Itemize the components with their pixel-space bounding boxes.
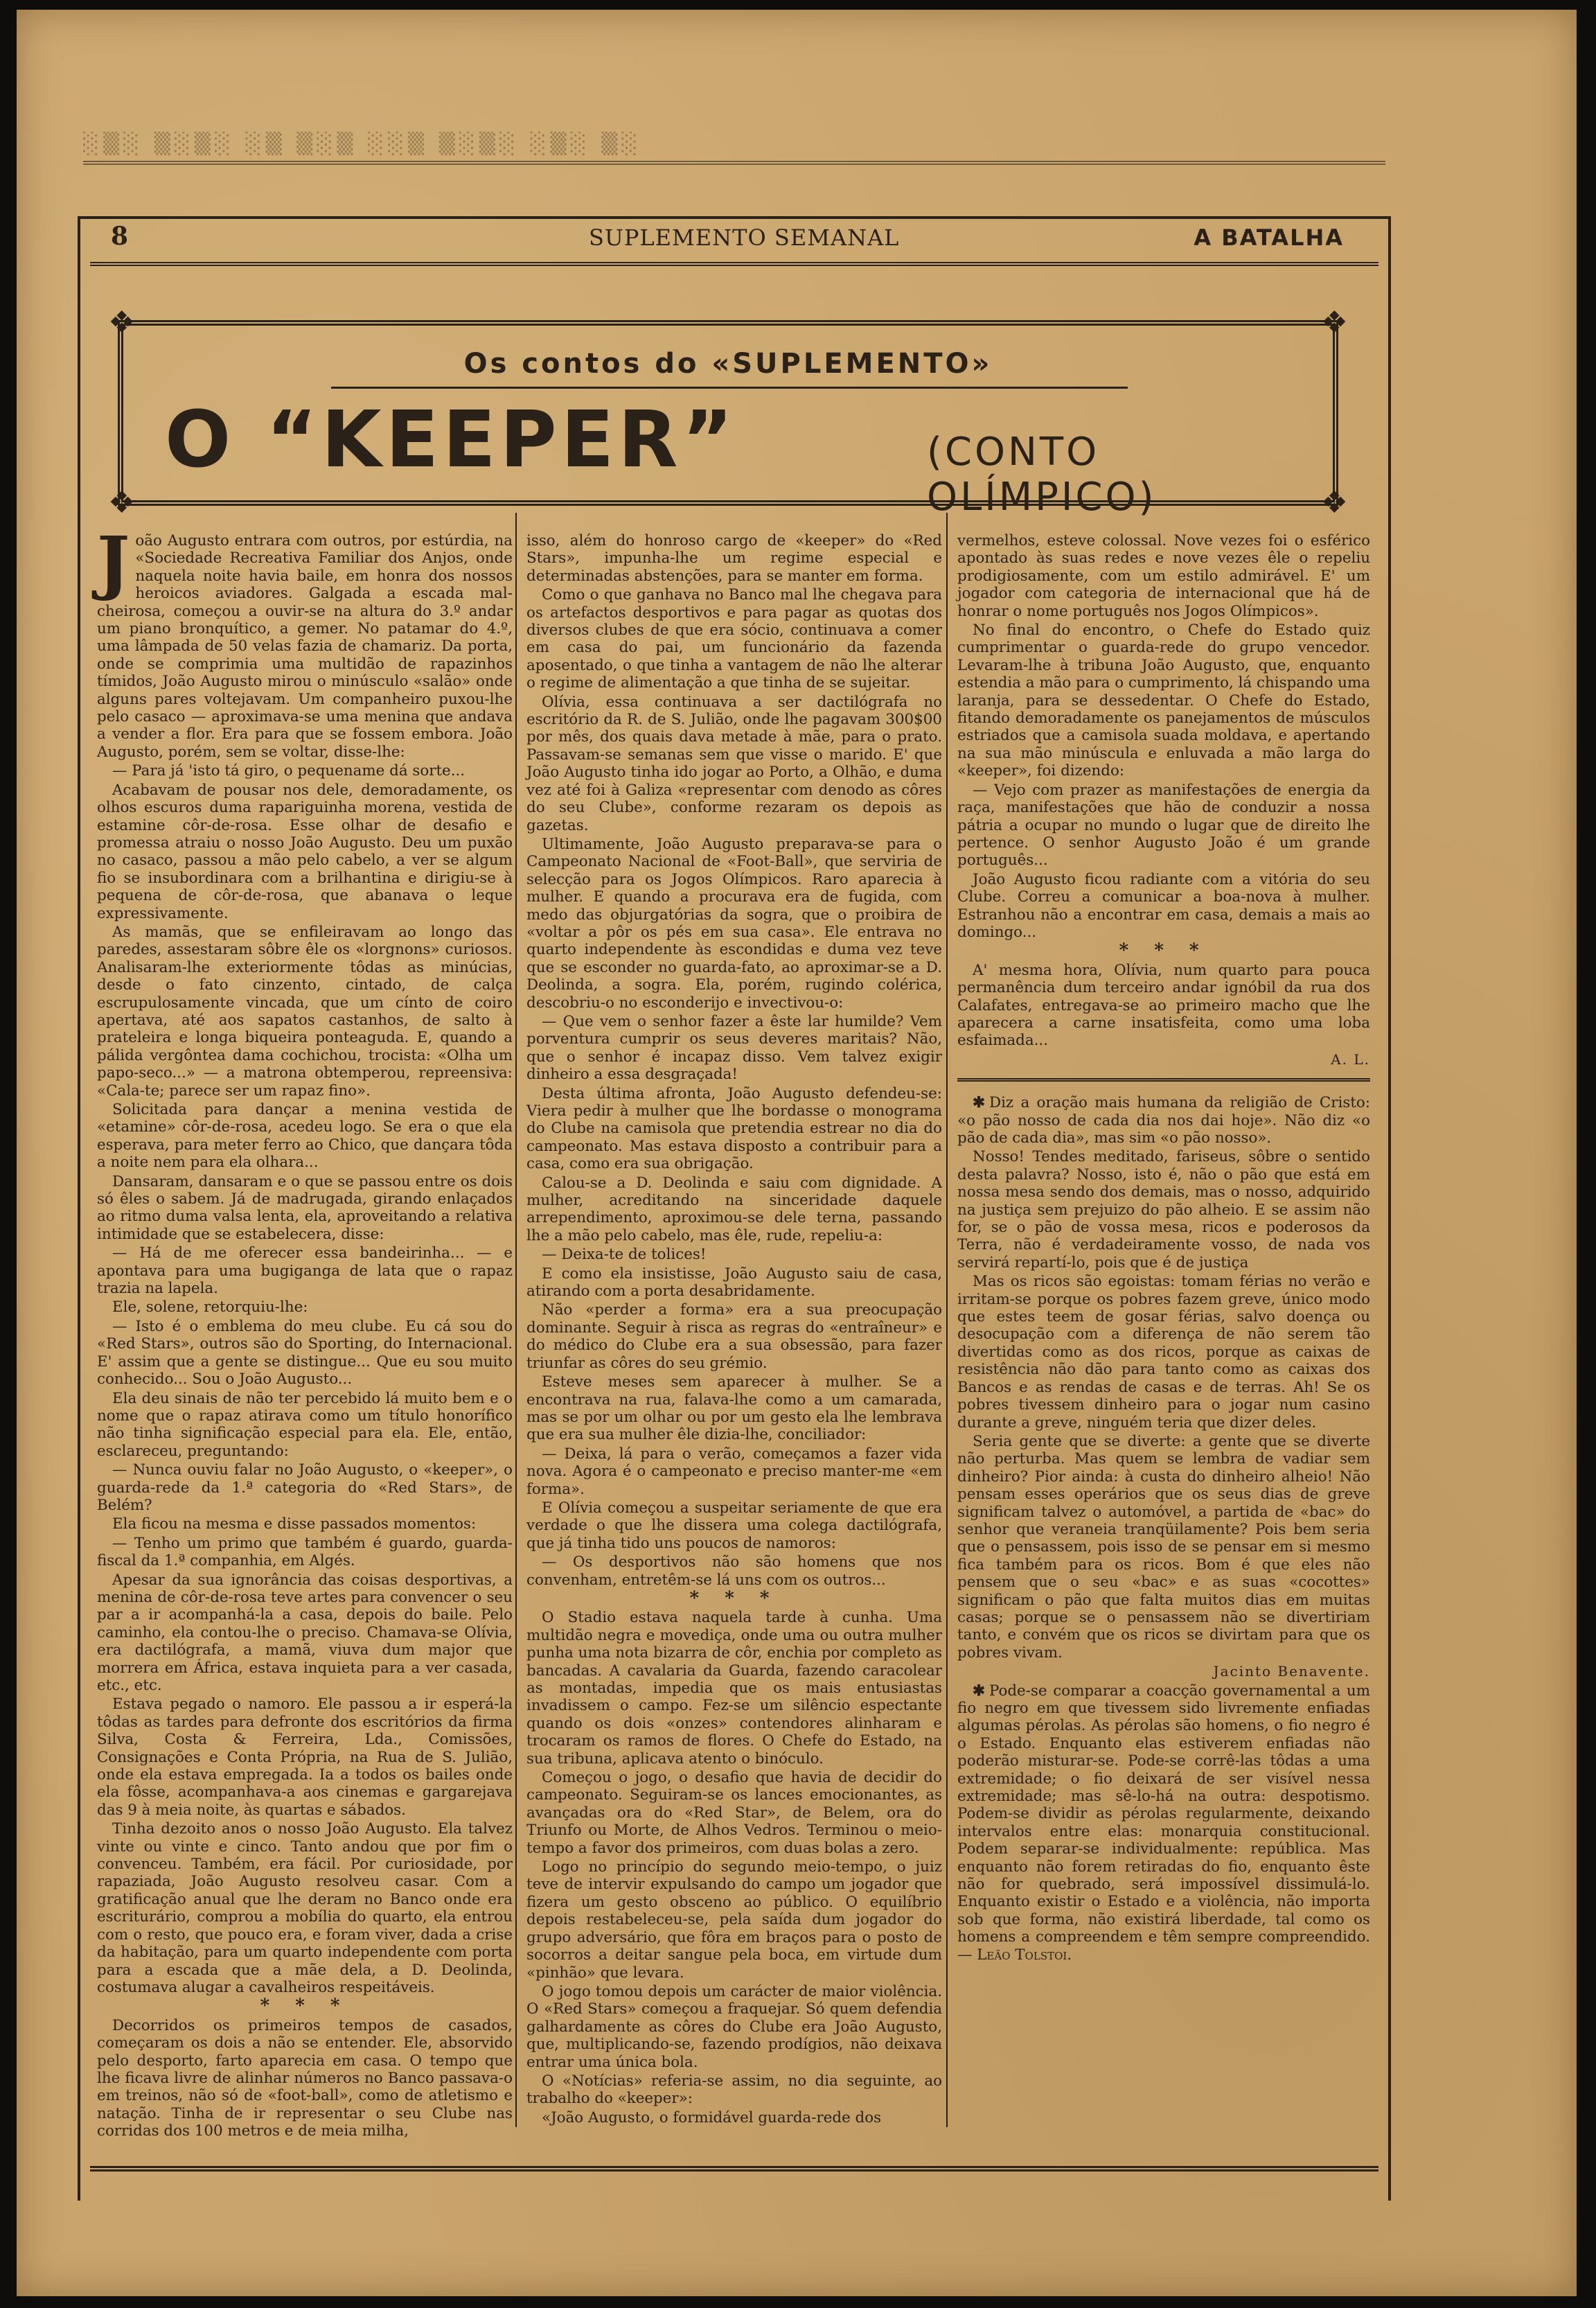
paragraph: — Há de me oferecer essa bandeirinha... — e apontava para uma bugiganga de lata que o rapaz trazia na lapela.	[97, 1244, 513, 1298]
column-3	[957, 532, 1370, 1965]
author-signature: A. L.	[1331, 1050, 1370, 1068]
paragraph: Tinha dezoito anos o nosso João Augusto. Ela talvez vinte ou vinte e cinco. Tanto andou que por fim o convenceu. Também, era fácil. Por curiosidade, por rapaziada, João Augusto resolveu casar. Com a gratificação anual que lhe deram no Banco onde era escriturário, comprou a mobília do quarto, ela entrou com o resto, que pouco era, e foram viver, dada a crise da habitação, para um quarto independente com porta para a escada que a mãe dela, a D. Deolinda, costumava alugar a cavalheiros respeitáveis.	[97, 1820, 513, 1996]
paragraph: Ela ficou na mesma e disse passados momentos:	[112, 1515, 477, 1533]
paragraph: O Stadio estava naquela tarde à cunha. Uma multidão negra e movediça, onde uma ou outra mulher punha uma nota bizarra de côr, enchia por completo as bancadas. A cavalaria da Guarda, fazendo caracolear as montadas, impedia que os mais entusiastas invadissem o campo. Fez-se um silêncio espectante quando os dois «onzes» contendores alinharam e trocaram os ramos de flores. O Chefe do Estado, na sua tribuna, aplicava atento o binóculo.	[526, 1609, 942, 1768]
paragraph: isso, além do honroso cargo de «keeper» do «Red Stars», impunha-lhe um regime especial e determinadas abstenções, para se manter em forma.	[526, 532, 942, 585]
newspaper-name: A BATALHA	[1194, 224, 1344, 251]
paragraph: Mas os ricos são egoistas: tomam férias no verão e irritam-se porque os pobres fazem greve, único modo que estes teem de gosar férias, salvo doença ou desocupação com a diferença de não serem tão divertidas como as dos ricos, porque as caixas de resistência não dão para tanto como as caixas dos Bancos e as rendas de casas e de terras. Ah! Se os pobres tivessem dinheiro para o jogar num casino durante a greve, ninguém teria que dizer deles.	[957, 1273, 1370, 1432]
paragraph: — Isto é o emblema do meu clube. Eu cá sou do «Red Stars», outros são do Sporting, do Internacional. E' assim que a gente se distingue... Que eu sou muito conhecido... Sou o João Augusto...	[97, 1317, 513, 1389]
paragraph: — Deixa, lá para o verão, começamos a fazer vida nova. Agora é o campeonato e preciso manter-me «em forma».	[526, 1445, 942, 1498]
paragraph: Ultimamente, João Augusto preparava-se para o Campeonato Nacional de «Foot-Ball», que serviria de selecção para os Jogos Olímpicos. Raro aparecia à mulher. E quando a procurava era de fugida, com medo das objurgatórias da sogra, que o proibira de «voltar a pôr os pés em sua casa». Ele entrava no quarto independente às escondidas e duma vez teve que se esconder no guarda-fato, ao aproximar-se a D. Deolinda, a sogra. Ela, porém, rugindo colérica, descobriu-o no esconderijo e invectivou-o:	[526, 835, 942, 1012]
column-rule	[515, 513, 517, 2127]
paragraph: Não «perder a forma» era a sua preocupação dominante. Seguir à risca as regras do «entraîneur» e do médico do Clube era a sua obsessão, para fazer triunfar as côres do seu grémio.	[526, 1301, 942, 1372]
corner-ornament-icon: ❖	[1320, 485, 1348, 520]
paragraph: Decorridos os primeiros tempos de casados, começaram os dois a não se entender. Ele, absorvido pelo desporto, farto aparecia em casa. O tempo que lhe ficava livre de alinhar números no Banco passava-o em treinos, não só de «foot-ball», como de atletismo e natação. Tinha de ir representar o seu Clube nas corridas dos 100 metros e de meia milha,	[97, 2016, 513, 2140]
paragraph: — Que vem o senhor fazer a êste lar humilde? Vem porventura cumprir os seus deveres maritais? Não, que o senhor é incapaz disso. Vem talvez exigir dinheiro a essa desgraçada!	[526, 1012, 942, 1084]
paragraph: Solicitada para dançar a menina vestida de «etamine» côr-de-rosa, acedeu logo. Se era o que ela esperava, para meter ferro ao Chico, que dançara tôda a noite nem para ela olhara...	[97, 1101, 513, 1172]
paragraph: Estava pegado o namoro. Ele passou a ir esperá-la tôdas as tardes para defronte dos escritórios da firma Silva, Costa & Ferreira, Lda., Comissões, Consignações e Conta Própria, na Rua de S. Julião, onde ela estava empregada. Ia a todos os bailes onde ela fôsse, acompanhava-a aos cinemas e gargarejava das 9 à meia noite, às quartas e sábados.	[97, 1695, 513, 1819]
author-signature: Jacinto Benavente.	[1213, 1663, 1370, 1680]
section-break: * * *	[260, 1996, 350, 2017]
paragraph: Esteve meses sem aparecer à mulher. Se a encontrava na rua, falava-lhe como a um camarada, mas se por um olhar ou por um gesto ela lhe lembrava que era sua mulher êle dizia-lhe, conciliador:	[526, 1373, 942, 1444]
paragraph: Acabavam de pousar nos dele, demoradamente, os olhos escuros duma rapariguinha morena, vestida de estamine côr-de-rosa. Esse olhar de desafio e promessa atraiu o nosso João Augusto. Deu um puxão no casaco, passou a mão pelo cabelo, a ver se algum fio se insubordinara com a brilhantina e dirigiu-se à pequena de côr-de-rosa, que abanava o leque expressivamente.	[97, 781, 513, 922]
paragraph: — Para já 'isto tá giro, o pequename dá sorte...	[112, 762, 466, 780]
paragraph: Começou o jogo, o desafio que havia de decidir do campeonato. Seguiram-se os lances emocionantes, as avançadas ora do «Red Star», de Belem, ora do Triunfo ou Morte, de Alhos Vedros. Terminou o meio-tempo a favor dos primeiros, com duas bolas a zero.	[526, 1769, 942, 1857]
section-break: * * *	[1119, 940, 1209, 962]
drop-cap: J	[97, 521, 130, 603]
paragraph: O jogo tomou depois um carácter de maior violência. O «Red Stars» começou a fraquejar. Só quem defendia galhardamente as côres do Clube era João Augusto, que, multiplicando-se, fazendo prodígios, não deixava entrar uma única bola.	[526, 1982, 942, 2071]
column-1	[97, 521, 513, 2142]
paragraph: — Tenho um primo que também é guardo, guarda-fiscal da 1.ª companhia, em Algés.	[97, 1534, 513, 1570]
page-number: 8	[111, 222, 129, 251]
paragraph: Apesar da sua ignorância das coisas desportivas, a menina de côr-de-rosa teve artes para convencer o seu par a ir acompanhá-la a casa, depois do baile. Pelo caminho, ela contou-lhe o preciso. Chamava-se Olívia, era dactilógrafa, a mamã, viuva dum major que morrera em África, estava inquieta para a ver casada, etc., etc.	[97, 1571, 513, 1694]
paragraph: «João Augusto, o formidável guarda-rede dos	[542, 2108, 882, 2126]
paragraph: Dansaram, dansaram e o que se passou entre os dois só êles o sabem. Já de madrugada, girando enlaçados ao ritmo duma valsa lenta, ela, aproveitando a relativa intimidade que se estabelecera, disse:	[97, 1172, 513, 1243]
column-rule	[946, 513, 948, 2127]
corner-ornament-icon: ❖	[108, 485, 136, 520]
paragraph: E Olívia começou a suspeitar seriamente de que era verdade o que lhe dissera uma colega dactilógrafa, que já tinha tido uns poucos de namoros:	[526, 1499, 942, 1552]
paragraph: — Vejo com prazer as manifestações de energia da raça, manifestações que hão de conduzir a nossa pátria a ocupar no mundo o lugar que de direito lhe pertence. O senhor Augusto João é um grande português...	[957, 781, 1370, 870]
author-signature: Leão Tolstoi.	[977, 1946, 1072, 1964]
article-divider	[957, 1078, 1370, 1082]
section-name: SUPLEMENTO SEMANAL	[589, 224, 900, 251]
paragraph: E como ela insistisse, João Augusto saiu de casa, atirando com a porta desabridamente.	[526, 1265, 942, 1301]
paragraph: Ela deu sinais de não ter percebido lá muito bem e o nome que o rapaz atirava como um título honorífico não tinha significação especial para ela. Ele, então, esclareceu, preguntando:	[97, 1389, 513, 1460]
asterisk-bullet-icon: ✱	[973, 1094, 985, 1112]
header-rule	[90, 262, 1378, 266]
paragraph: vermelhos, esteve colossal. Nove vezes foi o esférico apontado às suas redes e nove vezes êle o repeliu prodigiosamente, com um estilo admirável. E' um jogador com categoria de internacional que há de honrar o nome português nos Jogos Olímpicos».	[957, 532, 1370, 620]
paragraph: Seria gente que se diverte: a gente que se diverte não perturba. Mas quem se lembra de vadiar sem dinheiro? Pior ainda: à custa do dinheiro alheio! Não pensam esses operários que os seus dias de greve significam talvez o automóvel, a partida de «bac» do senhor que veraneia tranqüilamente? Pois bem seria que o pensassem, pois isso de se pensar em si mesmo fica também para os ricos. Bom é que eles não pensem que o seu «bac» e as suas «cocottes» significam o pão que falta muitos dias em muitas casas; porque se o pensassem não se divertiriam tanto, e convém que os ricos se divirtam para que os pobres vivam.	[957, 1432, 1370, 1662]
paragraph: As mamãs, que se enfileiravam ao longo das paredes, assestaram sôbre êle os «lorgnons» curiosos. Analisaram-lhe exteriormente tôdas as minúcias, desde o fato cinzento, cintado, de calça escrupulosamente vincada, que um cínto de coiro apertava, até aos sapatos castanhos, de salto à prateleira e longa biqueira ponteaguda. E, quando a pálida vergôntea dama cochichou, trocista: «Olha um papo-seco...» — a matrona obtemperou, repreensiva: «Cala-te; parece ser um rapaz fino».	[97, 923, 513, 1100]
paragraph: Como o que ganhava no Banco mal lhe chegava para os artefactos desportivos e para pagar as quotas dos diversos clubes de que era sócio, continuava a comer em casa do pai, um funcionário da fazenda aposentado, o que tinha a vantagem de não lhe alterar o regime de alimentação a que tinha de se sujeitar.	[526, 586, 942, 692]
paragraph: O «Notícias» referia-se assim, no dia seguinte, ao trabalho do «keeper»:	[526, 2072, 942, 2108]
paragraph: — Os desportivos não são homens que nos convenham, entretêm-se lá uns com os outros...	[526, 1553, 942, 1589]
paragraph: Calou-se a D. Deolinda e saiu com dignidade. A mulher, acreditando na sinceridade daquele arrependimento, aproximou-se dele terna, passando lhe a mão pelo cabelo, mas êle, rude, repeliu-a:	[526, 1174, 942, 1244]
paragraph: Olívia, essa continuava a ser dactilógrafa no escritório da R. de S. Julião, onde lhe pagavam 300$00 por mês, dos quais dava metade à mãe, para o prato. Passavam-se semanas sem que visse o marido. E' que João Augusto tinha ido jogar ao Porto, a Olhão, e duma vez até foi à Galiza «representar com denodo as côres do seu Clube», conforme rezaram os depois as gazetas.	[526, 693, 942, 834]
section-break: * * *	[689, 1587, 779, 1609]
paragraph: Ele, solene, retorquiu-lhe:	[112, 1298, 308, 1316]
corner-ornament-icon: ❖	[108, 305, 136, 340]
corner-ornament-icon: ❖	[1320, 305, 1348, 340]
story-subtitle: (CONTO OLÍMPICO)	[927, 430, 1157, 520]
paragraph: João Augusto entrara com outros, por estúrdia, na «Sociedade Recreativa Familiar dos Anjos, onde naquela noite havia baile, em honra dos nossos heroicos aviadores. Galgada a escada mal-cheirosa, começou a ouvir-se na altura do 3.º andar um piano bronquítico, a gemer. No patamar do 4.º, uma lâmpada de 50 velas fazia de chamariz. Da porta, onde se comprimia uma multidão de rapazinhos tímidos, João Augusto mirou o minúsculo «salão» onde alguns pares voltejavam. Um companheiro puxou-lhe pelo casaco — aproximava-se uma menina que andava a vender a flor. Era para que se fossem embora. João Augusto, porém, sem se voltar, disse-lhe:	[97, 521, 513, 761]
show-through-rule	[83, 161, 1385, 165]
paragraph: — Nunca ouviu falar no João Augusto, o «keeper», o guarda-rede da 1.ª categoria do «Red Stars», de Belém?	[97, 1461, 513, 1514]
kicker-rule	[331, 387, 1128, 389]
paragraph: Logo no princípio do segundo meio-tempo, o juiz teve de intervir expulsando do campo um jogador que fizera um gesto obsceno ao público. O equilíbrio depois restabeleceu-se, pela saída dum jogador do grupo adversário, que fôra em braços para o posto de socorros a deitar sangue pela boca, em virtude dum «pinhão» que levara.	[526, 1858, 942, 1982]
bottom-rule	[90, 2166, 1378, 2172]
paragraph: A' mesma hora, Olívia, num quarto para pouca permanência dum terceiro andar ignóbil da rua dos Calafates, entregava-se ao primeiro macho que lhe aparecera a carne insatisfeita, como uma loba esfaimada...	[957, 961, 1370, 1050]
paragraph: Nosso! Tendes meditado, fariseus, sôbre o sentido desta palavra? Nosso, isto é, não o pão que está em nossa mesa sendo dos demais, mas o nosso, adquirido na justiça sem prejuizo do pão alheio. E se assim não for, se o pão de vossa mesa, ricos e poderosos da Terra, não é verdadeiramente vosso, de nada vos servirá repartí-lo, pois que é de justiça	[957, 1148, 1370, 1271]
story-title-box	[108, 305, 1348, 520]
column-2	[526, 532, 942, 2128]
paragraph: ✱ Pode-se comparar a coacção governamental a um fio negro em que tivessem sido livremente enfiadas algumas pérolas. As pérolas são homens, o fio negro é o Estado. Enquanto elas estiverem enfiadas não poderão misturar-se. Pode-se corrê-las tôdas a uma extremidade; o fio deixará de ser visível nessa extremidade; mas sê-lo-há na outra: despotismo. Podem-se dividir as pérolas regularmente, deixando intervalos entre elas: monarquia constitucional. Podem separar-se individualmente: república. Mas enquanto não forem retiradas do fio, enquanto êste não for quebrado, será impossível dissimulá-lo. Enquanto existir o Estado e a violência, não importa sob que forma, não existirá liberdade, tal como os homens a compreendem e têm sempre compreendido. — Leão Tolstoi.	[957, 1682, 1370, 1964]
page-header	[90, 220, 1378, 259]
asterisk-bullet-icon: ✱	[973, 1682, 985, 1700]
paragraph: João Augusto ficou radiante com a vitória do seu Clube. Correu a comunicar a boa-nova à mulher. Estranhou não a encontrar em casa, demais a mais ao domingo...	[957, 870, 1370, 941]
story-title: O “KEEPER”	[165, 395, 738, 485]
paragraph: No final do encontro, o Chefe do Estado quiz cumprimentar o guarda-rede do grupo vencedor. Levaram-lhe à tribuna João Augusto, que, enquanto estendia a mão para o cumprimento, lá chispando uma laranja, para se dessedentar. O Chefe do Estado, fitando demoradamente os panejamentos de músculos estriados que a camisola suada moldava, e apertando na sua mão minúscula e enluvada a mão larga do «keeper», foi dizendo:	[957, 622, 1370, 780]
paragraph: ✱ Diz a oração mais humana da religião de Cristo: «o pão nosso de cada dia nos dai hoje». Não diz «o pão de cada dia», mas sim «o pão nosso».	[957, 1094, 1370, 1147]
paragraph: — Deixa-te de tolices!	[542, 1246, 707, 1264]
paragraph: Desta última afronta, João Augusto defendeu-se: Viera pedir à mulher que lhe bordasse o monograma do Clube na camisola que pretendia estrear no dia do campeonato. Mas estava disposto a contribuir para a casa, como era sua obrigação.	[526, 1084, 942, 1173]
show-through-text: ░▒░ ▒░▒░ ░▒ ▒░▒ ░░▒ ▒░▒░ ░▒░ ▒░	[83, 132, 642, 156]
story-kicker: Os contos do «SUPLEMENTO»	[463, 348, 993, 380]
